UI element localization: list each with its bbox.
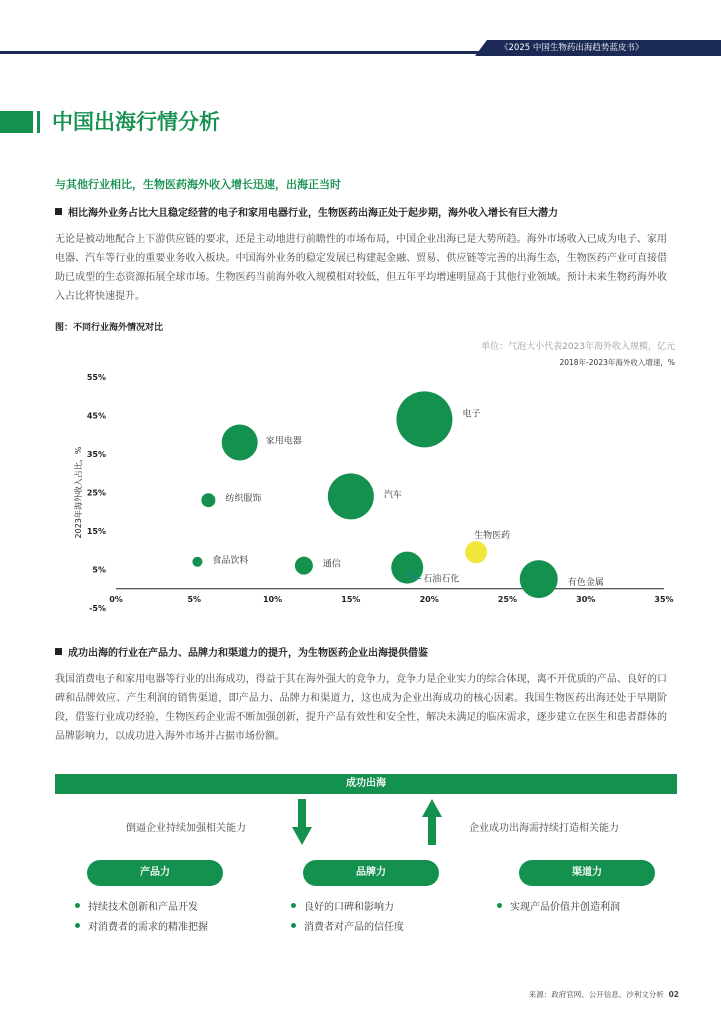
bullet-dot-icon bbox=[75, 923, 80, 928]
subtitle: 与其他行业相比，生物医药海外收入增长迅速，出海正当时 bbox=[55, 178, 341, 191]
bubble-label: 纺织服饰 bbox=[225, 494, 262, 505]
y-tick-label: 55% bbox=[86, 373, 106, 382]
x-tick-label: 20% bbox=[419, 594, 439, 604]
bullet-heading-2 bbox=[55, 644, 428, 659]
flow-left-note: 倒逼企业持续加强相关能力 bbox=[126, 823, 246, 834]
paragraph-1: 无论是被动地配合上下游供应链的要求，还是主动地进行前瞻性的市场布局，中国企业出海已是大势所趋。海外市场收入已成为电子、家用电器、汽车等行业的重要业务收入板块。中国海外业务的稳定发展已构建起金融、贸易、供应链等完善的出海生态，生物医药产业可直接借助已成型的生态资源拓展全球市场。生物医药当前海外收入规模相对较低，但五年平均增速明显高于其他行业领域。预计未来生物药海外收入占比将快速提升。 bbox=[55, 234, 667, 302]
bullet-heading-2-text: 成功出海的行业在产品力、品牌力和渠道力的提升，为生物医药企业出海提供借鉴 bbox=[68, 648, 428, 659]
header-rule bbox=[0, 51, 485, 54]
list-item: 良好的口碑和影响力 bbox=[291, 898, 404, 918]
section-accent-bar bbox=[0, 111, 33, 133]
bullet-square-icon bbox=[55, 208, 62, 215]
bullet-heading-1 bbox=[55, 204, 558, 219]
arrow-up-icon bbox=[422, 799, 442, 845]
figure-x-axis-note: 2018年-2023年海外收入增速，% bbox=[559, 358, 675, 367]
x-tick-label: 0% bbox=[109, 594, 123, 604]
footer-source: 来源：政府官网、公开信息、沙利文分析 02 bbox=[528, 990, 679, 999]
arrow-down-icon bbox=[292, 799, 312, 845]
y-axis-label: 2023年海外收入占比，% bbox=[74, 446, 83, 539]
section-accent-mark bbox=[37, 111, 40, 133]
bubble-label: 生物医药 bbox=[474, 531, 511, 542]
bullet-dot-icon bbox=[291, 903, 296, 908]
bubble-label: 食品饮料 bbox=[212, 555, 249, 566]
flow-banner-text: 成功出海 bbox=[346, 778, 386, 789]
list-item: 实现产品价值并创造利润 bbox=[497, 898, 620, 918]
y-tick-label: 5% bbox=[92, 565, 106, 575]
y-tick-label: 45% bbox=[86, 411, 106, 421]
figure-unit-note: 单位：气泡大小代表2023年海外收入规模，亿元 bbox=[481, 342, 675, 352]
bubble bbox=[201, 493, 215, 507]
page-number: 02 bbox=[668, 990, 679, 999]
pillar-channel: 渠道力 bbox=[519, 860, 655, 886]
bubble-label: 有色金属 bbox=[567, 578, 604, 589]
bubble-label: 通信 bbox=[322, 559, 341, 570]
pillar-brand: 品牌力 bbox=[303, 860, 439, 886]
flow-banner bbox=[55, 774, 677, 794]
x-tick-label: 5% bbox=[187, 594, 202, 604]
figure-title: 图：不同行业海外情况对比 bbox=[55, 323, 164, 333]
y-tick-label: -5% bbox=[89, 604, 106, 613]
y-tick-label: 15% bbox=[86, 527, 106, 536]
x-tick-label: 10% bbox=[262, 594, 283, 604]
bubble bbox=[465, 541, 487, 563]
bubble bbox=[192, 557, 202, 567]
list-item: 消费者对产品的信任度 bbox=[291, 918, 404, 938]
pillar-product: 产品力 bbox=[87, 860, 223, 886]
bubble-label: 电子 bbox=[462, 409, 481, 420]
bullet-square-icon bbox=[55, 648, 62, 655]
x-tick-label: 25% bbox=[497, 594, 518, 604]
bullet-heading-1-text: 相比海外业务占比大且稳定经营的电子和家用电器行业，生物医药出海正处于起步期，海外收入增长有巨大潜力 bbox=[68, 208, 558, 219]
x-tick-label: 30% bbox=[576, 594, 596, 604]
bubble-label: 石油石化 bbox=[423, 574, 460, 585]
bubble-label: 家用电器 bbox=[265, 436, 302, 447]
pillar-channel-list bbox=[497, 898, 620, 918]
x-tick-label: 35% bbox=[654, 594, 674, 604]
pillar-brand-list bbox=[291, 898, 404, 938]
bubble bbox=[295, 557, 313, 575]
y-tick-label: 25% bbox=[86, 488, 106, 498]
bubble-label: 汽车 bbox=[383, 490, 402, 501]
bullet-dot-icon bbox=[291, 923, 296, 928]
y-tick-label: 35% bbox=[86, 450, 106, 459]
list-item: 对消费者的需求的精准把握 bbox=[75, 918, 208, 938]
bubble-chart bbox=[60, 365, 680, 615]
bubble bbox=[222, 424, 258, 460]
paragraph-2: 我国消费电子和家用电器等行业的出海成功，得益于其在海外强大的竞争力，竞争力是企业实力的综合体现，离不开优质的产品、良好的口碑和品牌效应、产生利润的销售渠道，即产品力、品牌力和渠道力，这也成为企业出海成功的核心因素。我国生物医药出海还处于早期阶段，借鉴行业成功经验，生物医药企业需不断加强创新，提升产品有效性和安全性，解决未满足的临床需求，逐步建立在医生和患者群体的品牌影响力，以成功进入海外市场并占据市场份额。 bbox=[55, 674, 667, 742]
list-item: 持续技术创新和产品开发 bbox=[75, 898, 208, 918]
bubble bbox=[396, 391, 452, 447]
x-tick-label: 15% bbox=[341, 594, 361, 604]
section-title: 中国出海行情分析 bbox=[52, 110, 220, 134]
bubble bbox=[520, 560, 558, 598]
bubble bbox=[328, 473, 374, 519]
pillar-product-list bbox=[75, 898, 208, 938]
book-title: 《2025 中国生物药出海趋势蓝皮书》 bbox=[500, 43, 644, 53]
bullet-dot-icon bbox=[75, 903, 80, 908]
bullet-dot-icon bbox=[497, 903, 502, 908]
flow-right-note: 企业成功出海需持续打造相关能力 bbox=[469, 823, 619, 834]
